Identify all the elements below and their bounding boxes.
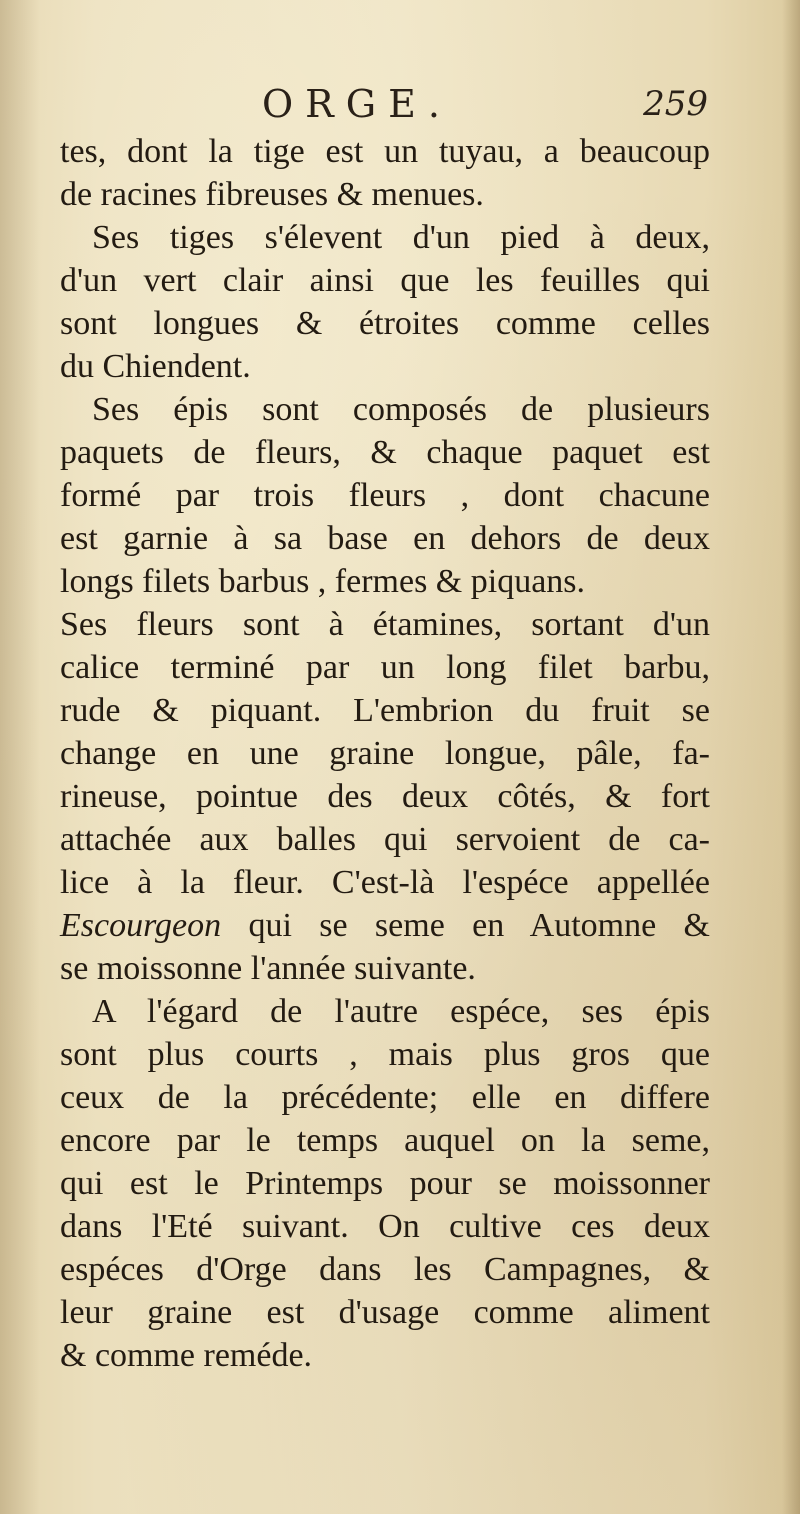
text-line (60, 1119, 710, 1162)
text-line (60, 388, 710, 431)
page-number: 259 (643, 84, 708, 124)
text-line (60, 345, 710, 388)
text-segment: du Chiendent. (60, 348, 251, 385)
text-line (60, 904, 710, 947)
text-segment: formé par trois fleurs , dont chacune (60, 477, 710, 514)
text-segment: & comme reméde. (60, 1337, 313, 1374)
text-segment: tes, dont la tige est un tuyau, a beaucoup (60, 133, 710, 170)
text-line (60, 517, 710, 560)
text-line (60, 775, 710, 818)
text-line (60, 1291, 710, 1334)
text-segment: lice à la fleur. C'est-là l'espéce appellée (60, 864, 710, 901)
text-segment: encore par le temps auquel on la seme, (60, 1122, 710, 1159)
text-segment: Ses épis sont composés de plusieurs (92, 391, 710, 428)
text-segment: qui se seme en Automne & (221, 907, 710, 944)
text-segment: dans l'Eté suivant. On cultive ces deux (60, 1208, 710, 1245)
text-line (60, 173, 710, 216)
text-line (60, 1162, 710, 1205)
text-line (60, 216, 710, 259)
text-segment: rude & piquant. L'embrion du fruit se (60, 692, 710, 729)
text-segment: sont longues & étroites comme celles (60, 305, 710, 342)
text-line (60, 1248, 710, 1291)
text-line (60, 603, 710, 646)
text-line (60, 259, 710, 302)
text-segment: change en une graine longue, pâle, fa- (60, 735, 710, 772)
text-line (60, 1205, 710, 1248)
text-segment: d'un vert clair ainsi que les feuilles qui (60, 262, 710, 299)
running-head-title: ORGE. (262, 82, 452, 126)
spine-shadow (0, 0, 40, 1514)
text-segment: est garnie à sa base en dehors de deux (60, 520, 710, 557)
text-segment: paquets de fleurs, & chaque paquet est (60, 434, 710, 471)
text-line (60, 302, 710, 345)
running-head (0, 82, 800, 132)
text-line (60, 732, 710, 775)
text-segment: A l'égard de l'autre espéce, ses épis (92, 993, 710, 1030)
body-text (60, 130, 710, 1377)
text-segment: espéces d'Orge dans les Campagnes, & (60, 1251, 710, 1288)
text-segment: attachée aux balles qui servoient de ca- (60, 821, 710, 858)
text-segment: qui est le Printemps pour se moissonner (60, 1165, 710, 1202)
text-line (60, 1076, 710, 1119)
text-segment: ceux de la précédente; elle en differe (60, 1079, 710, 1116)
text-line (60, 947, 710, 990)
text-line (60, 818, 710, 861)
text-line (60, 861, 710, 904)
text-line (60, 560, 710, 603)
text-segment: sont plus courts , mais plus gros que (60, 1036, 710, 1073)
text-segment: rineuse, pointue des deux côtés, & fort (60, 778, 710, 815)
text-segment: de racines fibreuses & menues. (60, 176, 484, 213)
text-line (60, 689, 710, 732)
italic-term: Escourgeon (60, 907, 222, 944)
text-segment: longs filets barbus , fermes & piquans. (60, 563, 586, 600)
text-line (60, 130, 710, 173)
page-edge-shadow (782, 0, 800, 1514)
text-segment: Ses fleurs sont à étamines, sortant d'un (60, 606, 710, 643)
text-line (60, 990, 710, 1033)
text-line (60, 1334, 710, 1377)
text-segment: se moissonne l'année suivante. (60, 950, 476, 987)
text-line (60, 431, 710, 474)
text-line (60, 646, 710, 689)
text-segment: calice terminé par un long filet barbu, (60, 649, 710, 686)
text-line (60, 1033, 710, 1076)
text-segment: leur graine est d'usage comme aliment (60, 1294, 710, 1331)
text-line (60, 474, 710, 517)
text-segment: Ses tiges s'élevent d'un pied à deux, (92, 219, 710, 256)
